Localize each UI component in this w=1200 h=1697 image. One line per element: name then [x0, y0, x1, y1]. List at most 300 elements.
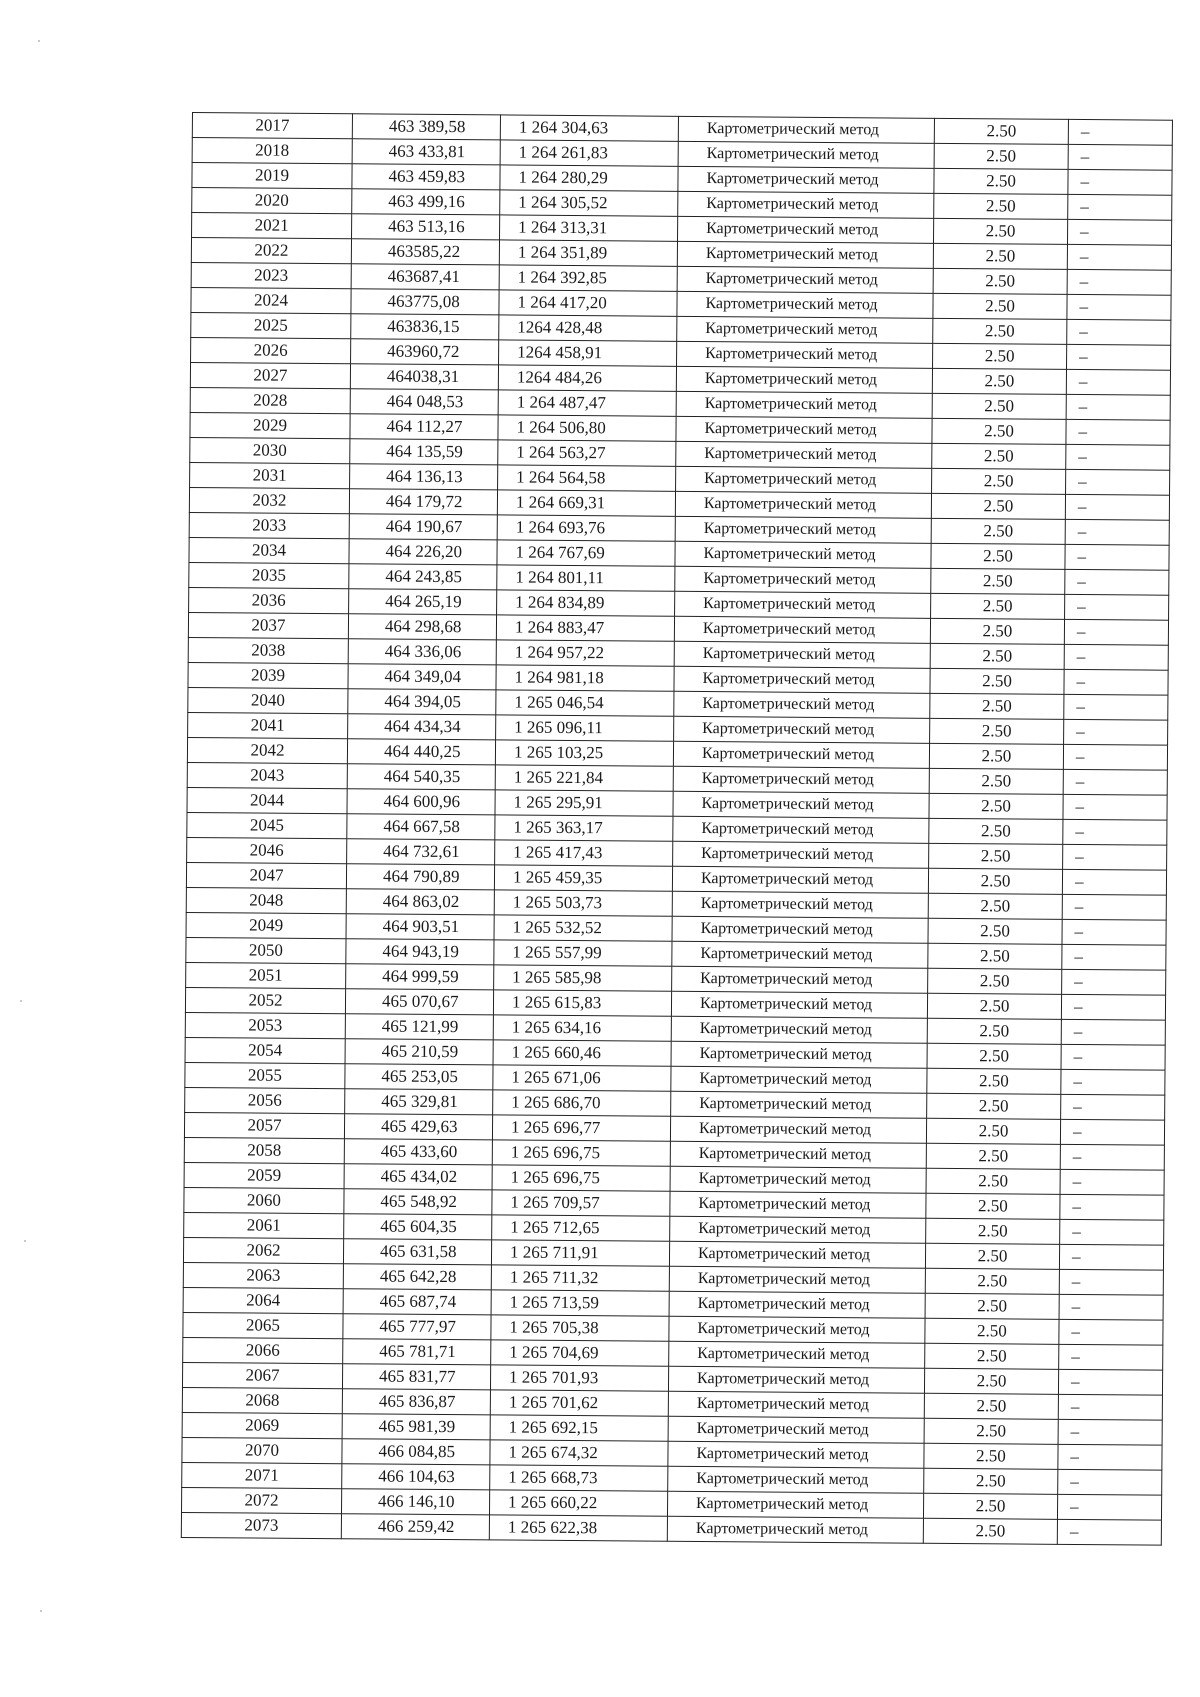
method-cell: Картометрический метод — [669, 1316, 925, 1343]
method-cell: Картометрический метод — [674, 641, 930, 668]
point-number-cell: 2063 — [183, 1262, 343, 1288]
method-cell: Картометрический метод — [677, 216, 933, 243]
y-coordinate-cell: 1 265 701,62 — [490, 1390, 668, 1416]
error-cell: 2.50 — [930, 693, 1064, 719]
error-cell: 2.50 — [924, 1393, 1058, 1419]
point-number-cell: 2052 — [185, 987, 345, 1013]
point-number-cell: 2035 — [189, 562, 349, 588]
description-cell: – — [1067, 244, 1171, 270]
description-cell: – — [1059, 1319, 1163, 1345]
x-coordinate-cell: 464 136,13 — [350, 464, 498, 490]
x-coordinate-cell: 464 790,89 — [346, 864, 494, 890]
x-coordinate-cell: 464 440,25 — [347, 739, 495, 765]
error-cell: 2.50 — [934, 118, 1068, 144]
error-cell: 2.50 — [927, 1093, 1061, 1119]
point-number-cell: 2039 — [188, 662, 348, 688]
method-cell: Картометрический метод — [675, 541, 931, 568]
point-number-cell: 2020 — [192, 188, 352, 214]
coordinates-table-body — [181, 113, 1172, 1546]
error-cell: 2.50 — [934, 168, 1068, 194]
method-cell: Картометрический метод — [672, 916, 928, 943]
point-number-cell: 2027 — [190, 362, 350, 388]
description-cell: – — [1060, 1219, 1164, 1245]
x-coordinate-cell: 463775,08 — [351, 289, 499, 315]
description-cell: – — [1064, 694, 1168, 720]
method-cell: Картометрический метод — [674, 691, 930, 718]
x-coordinate-cell: 465 604,35 — [344, 1214, 492, 1240]
method-cell: Картометрический метод — [671, 991, 927, 1018]
y-coordinate-cell: 1 265 660,46 — [493, 1040, 671, 1066]
description-cell: – — [1060, 1119, 1164, 1145]
description-cell: – — [1063, 769, 1167, 795]
description-cell: – — [1068, 119, 1172, 145]
x-coordinate-cell: 464 999,59 — [346, 964, 494, 990]
method-cell: Картометрический метод — [668, 1441, 924, 1468]
error-cell: 2.50 — [925, 1268, 1059, 1294]
point-number-cell: 2046 — [187, 837, 347, 863]
method-cell: Картометрический метод — [669, 1266, 925, 1293]
point-number-cell: 2042 — [187, 737, 347, 763]
error-cell: 2.50 — [925, 1293, 1059, 1319]
description-cell: – — [1059, 1244, 1163, 1270]
y-coordinate-cell: 1 264 304,63 — [500, 115, 678, 141]
description-cell: – — [1066, 419, 1170, 445]
y-coordinate-cell: 1 265 712,65 — [492, 1215, 670, 1241]
method-cell: Картометрический метод — [670, 1116, 926, 1143]
x-coordinate-cell: 465 631,58 — [343, 1239, 491, 1265]
error-cell: 2.50 — [931, 518, 1065, 544]
point-number-cell: 2059 — [184, 1162, 344, 1188]
point-number-cell: 2073 — [181, 1512, 341, 1538]
x-coordinate-cell: 464 732,61 — [347, 839, 495, 865]
description-cell: – — [1057, 1494, 1161, 1520]
method-cell: Картометрический метод — [676, 391, 932, 418]
point-number-cell: 2058 — [184, 1137, 344, 1163]
x-coordinate-cell: 463836,15 — [351, 314, 499, 340]
error-cell: 2.50 — [933, 318, 1067, 344]
point-number-cell: 2033 — [189, 512, 349, 538]
x-coordinate-cell: 464 190,67 — [349, 514, 497, 540]
x-coordinate-cell: 464 394,05 — [348, 689, 496, 715]
method-cell: Картометрический метод — [669, 1341, 925, 1368]
method-cell: Картометрический метод — [672, 866, 928, 893]
method-cell: Картометрический метод — [678, 141, 934, 168]
point-number-cell: 2030 — [190, 437, 350, 463]
x-coordinate-cell: 464 434,34 — [348, 714, 496, 740]
x-coordinate-cell: 465 981,39 — [342, 1414, 490, 1440]
method-cell: Картометрический метод — [671, 1066, 927, 1093]
error-cell: 2.50 — [932, 393, 1066, 419]
point-number-cell: 2024 — [191, 287, 351, 313]
error-cell: 2.50 — [929, 818, 1063, 844]
point-number-cell: 2040 — [188, 687, 348, 713]
y-coordinate-cell: 1 265 668,73 — [490, 1465, 668, 1491]
error-cell: 2.50 — [925, 1343, 1059, 1369]
error-cell: 2.50 — [934, 143, 1068, 169]
error-cell: 2.50 — [930, 643, 1064, 669]
x-coordinate-cell: 463 433,81 — [352, 139, 500, 165]
description-cell: – — [1067, 319, 1171, 345]
y-coordinate-cell: 1 265 103,25 — [495, 740, 673, 766]
x-coordinate-cell: 465 434,02 — [344, 1164, 492, 1190]
y-coordinate-cell: 1 265 622,38 — [489, 1515, 667, 1541]
x-coordinate-cell: 465 121,99 — [345, 1014, 493, 1040]
error-cell: 2.50 — [927, 1018, 1061, 1044]
description-cell: – — [1066, 469, 1170, 495]
description-cell: – — [1060, 1144, 1164, 1170]
y-coordinate-cell: 1 264 883,47 — [496, 615, 674, 641]
description-cell: – — [1066, 369, 1170, 395]
x-coordinate-cell: 465 642,28 — [343, 1264, 491, 1290]
y-coordinate-cell: 1 265 634,16 — [493, 1015, 671, 1041]
error-cell: 2.50 — [926, 1168, 1060, 1194]
y-coordinate-cell: 1264 428,48 — [499, 315, 677, 341]
error-cell: 2.50 — [932, 443, 1066, 469]
x-coordinate-cell: 464 540,35 — [347, 764, 495, 790]
description-cell: – — [1063, 794, 1167, 820]
method-cell: Картометрический метод — [673, 841, 929, 868]
x-coordinate-cell: 464 667,58 — [347, 814, 495, 840]
error-cell: 2.50 — [925, 1243, 1059, 1269]
description-cell: – — [1061, 1044, 1165, 1070]
x-coordinate-cell: 464 600,96 — [347, 789, 495, 815]
method-cell: Картометрический метод — [671, 1041, 927, 1068]
y-coordinate-cell: 1 265 503,73 — [494, 890, 672, 916]
description-cell: – — [1065, 569, 1169, 595]
method-cell: Картометрический метод — [670, 1166, 926, 1193]
y-coordinate-cell: 1 265 363,17 — [495, 815, 673, 841]
description-cell: – — [1060, 1169, 1164, 1195]
point-number-cell: 2072 — [182, 1487, 342, 1513]
point-number-cell: 2050 — [186, 937, 346, 963]
point-number-cell: 2029 — [190, 412, 350, 438]
y-coordinate-cell: 1 265 532,52 — [494, 915, 672, 941]
method-cell: Картометрический метод — [677, 341, 933, 368]
coordinates-table — [181, 112, 1173, 1546]
point-number-cell: 2047 — [186, 862, 346, 888]
x-coordinate-cell: 464 863,02 — [346, 889, 494, 915]
point-number-cell: 2060 — [184, 1187, 344, 1213]
description-cell: – — [1067, 294, 1171, 320]
error-cell: 2.50 — [924, 1468, 1058, 1494]
x-coordinate-cell: 464 265,19 — [349, 589, 497, 615]
y-coordinate-cell: 1 265 585,98 — [494, 965, 672, 991]
point-number-cell: 2019 — [192, 163, 352, 189]
point-number-cell: 2070 — [182, 1437, 342, 1463]
x-coordinate-cell: 465 429,63 — [344, 1114, 492, 1140]
error-cell: 2.50 — [928, 968, 1062, 994]
y-coordinate-cell: 1 265 686,70 — [493, 1090, 671, 1116]
x-coordinate-cell: 465 070,67 — [345, 989, 493, 1015]
error-cell: 2.50 — [932, 468, 1066, 494]
method-cell: Картометрический метод — [669, 1291, 925, 1318]
y-coordinate-cell: 1 264 392,85 — [499, 265, 677, 291]
error-cell: 2.50 — [929, 793, 1063, 819]
description-cell: – — [1058, 1394, 1162, 1420]
error-cell: 2.50 — [924, 1368, 1058, 1394]
method-cell: Картометрический метод — [675, 516, 931, 543]
x-coordinate-cell: 463 513,16 — [352, 214, 500, 240]
y-coordinate-cell: 1 264 417,20 — [499, 290, 677, 316]
method-cell: Картометрический метод — [670, 1141, 926, 1168]
error-cell: 2.50 — [924, 1418, 1058, 1444]
description-cell: – — [1062, 944, 1166, 970]
description-cell: – — [1064, 669, 1168, 695]
point-number-cell: 2038 — [188, 637, 348, 663]
x-coordinate-cell: 465 548,92 — [344, 1189, 492, 1215]
y-coordinate-cell: 1264 458,91 — [499, 340, 677, 366]
point-number-cell: 2045 — [187, 812, 347, 838]
y-coordinate-cell: 1 265 417,43 — [495, 840, 673, 866]
error-cell: 2.50 — [929, 743, 1063, 769]
method-cell: Картометрический метод — [667, 1491, 923, 1518]
description-cell: – — [1068, 169, 1172, 195]
y-coordinate-cell: 1 264 487,47 — [498, 390, 676, 416]
scan-speck — [20, 1000, 22, 1002]
x-coordinate-cell: 466 259,42 — [341, 1514, 489, 1540]
x-coordinate-cell: 463 499,16 — [352, 189, 500, 215]
error-cell: 2.50 — [926, 1218, 1060, 1244]
x-coordinate-cell: 466 146,10 — [341, 1489, 489, 1515]
point-number-cell: 2069 — [182, 1412, 342, 1438]
y-coordinate-cell: 1 265 701,93 — [490, 1365, 668, 1391]
error-cell: 2.50 — [927, 1068, 1061, 1094]
description-cell: – — [1062, 869, 1166, 895]
description-cell: – — [1059, 1294, 1163, 1320]
y-coordinate-cell: 1 265 711,91 — [491, 1240, 669, 1266]
method-cell: Картометрический метод — [668, 1466, 924, 1493]
method-cell: Картометрический метод — [676, 366, 932, 393]
y-coordinate-cell: 1 264 564,58 — [498, 465, 676, 491]
x-coordinate-cell: 463687,41 — [351, 264, 499, 290]
x-coordinate-cell: 464 903,51 — [346, 914, 494, 940]
point-number-cell: 2066 — [183, 1337, 343, 1363]
point-number-cell: 2026 — [191, 337, 351, 363]
point-number-cell: 2041 — [188, 712, 348, 738]
description-cell: – — [1065, 519, 1169, 545]
method-cell: Картометрический метод — [675, 566, 931, 593]
error-cell: 2.50 — [928, 943, 1062, 969]
method-cell: Картометрический метод — [669, 1241, 925, 1268]
description-cell: – — [1067, 219, 1171, 245]
method-cell: Картометрический метод — [677, 316, 933, 343]
description-cell: – — [1065, 594, 1169, 620]
method-cell: Картометрический метод — [673, 816, 929, 843]
x-coordinate-cell: 465 836,87 — [342, 1389, 490, 1415]
x-coordinate-cell: 463960,72 — [351, 339, 499, 365]
point-number-cell: 2064 — [183, 1287, 343, 1313]
description-cell: – — [1059, 1344, 1163, 1370]
y-coordinate-cell: 1 264 834,89 — [497, 590, 675, 616]
y-coordinate-cell: 1 265 696,75 — [492, 1165, 670, 1191]
y-coordinate-cell: 1 265 704,69 — [491, 1340, 669, 1366]
error-cell: 2.50 — [933, 293, 1067, 319]
method-cell: Картометрический метод — [673, 791, 929, 818]
point-number-cell: 2051 — [186, 962, 346, 988]
y-coordinate-cell: 1 264 981,18 — [496, 665, 674, 691]
description-cell: – — [1058, 1369, 1162, 1395]
y-coordinate-cell: 1 265 713,59 — [491, 1290, 669, 1316]
x-coordinate-cell: 465 433,60 — [344, 1139, 492, 1165]
error-cell: 2.50 — [933, 218, 1067, 244]
y-coordinate-cell: 1 265 557,99 — [494, 940, 672, 966]
description-cell: – — [1063, 844, 1167, 870]
description-cell: – — [1060, 1194, 1164, 1220]
error-cell: 2.50 — [931, 568, 1065, 594]
method-cell: Картометрический метод — [677, 291, 933, 318]
method-cell: Картометрический метод — [676, 441, 932, 468]
error-cell: 2.50 — [929, 843, 1063, 869]
y-coordinate-cell: 1 264 305,52 — [500, 190, 678, 216]
point-number-cell: 2056 — [185, 1087, 345, 1113]
method-cell: Картометрический метод — [672, 941, 928, 968]
method-cell: Картометрический метод — [668, 1366, 924, 1393]
y-coordinate-cell: 1 264 280,29 — [500, 165, 678, 191]
x-coordinate-cell: 466 104,63 — [342, 1464, 490, 1490]
method-cell: Картометрический метод — [674, 666, 930, 693]
x-coordinate-cell: 465 777,97 — [343, 1314, 491, 1340]
y-coordinate-cell: 1 264 313,31 — [500, 215, 678, 241]
error-cell: 2.50 — [933, 243, 1067, 269]
x-coordinate-cell: 464 243,85 — [349, 564, 497, 590]
description-cell: – — [1066, 444, 1170, 470]
method-cell: Картометрический метод — [672, 966, 928, 993]
method-cell: Картометрический метод — [668, 1416, 924, 1443]
error-cell: 2.50 — [934, 193, 1068, 219]
error-cell: 2.50 — [923, 1493, 1057, 1519]
error-cell: 2.50 — [928, 918, 1062, 944]
error-cell: 2.50 — [927, 993, 1061, 1019]
point-number-cell: 2034 — [189, 537, 349, 563]
method-cell: Картометрический метод — [667, 1516, 923, 1543]
description-cell: – — [1067, 269, 1171, 295]
point-number-cell: 2068 — [182, 1387, 342, 1413]
x-coordinate-cell: 464 298,68 — [348, 614, 496, 640]
point-number-cell: 2057 — [184, 1112, 344, 1138]
error-cell: 2.50 — [932, 368, 1066, 394]
point-number-cell: 2065 — [183, 1312, 343, 1338]
error-cell: 2.50 — [927, 1043, 1061, 1069]
error-cell: 2.50 — [931, 593, 1065, 619]
y-coordinate-cell: 1 265 709,57 — [492, 1190, 670, 1216]
description-cell: – — [1058, 1419, 1162, 1445]
error-cell: 2.50 — [926, 1143, 1060, 1169]
x-coordinate-cell: 465 781,71 — [343, 1339, 491, 1365]
x-coordinate-cell: 465 831,77 — [342, 1364, 490, 1390]
y-coordinate-cell: 1 264 957,22 — [496, 640, 674, 666]
method-cell: Картометрический метод — [676, 416, 932, 443]
x-coordinate-cell: 464 226,20 — [349, 539, 497, 565]
y-coordinate-cell: 1 265 705,38 — [491, 1315, 669, 1341]
description-cell: – — [1068, 144, 1172, 170]
error-cell: 2.50 — [933, 268, 1067, 294]
method-cell: Картометрический метод — [668, 1391, 924, 1418]
description-cell: – — [1059, 1269, 1163, 1295]
x-coordinate-cell: 465 687,74 — [343, 1289, 491, 1315]
description-cell: – — [1066, 394, 1170, 420]
point-number-cell: 2037 — [188, 612, 348, 638]
error-cell: 2.50 — [933, 343, 1067, 369]
method-cell: Картометрический метод — [676, 466, 932, 493]
point-number-cell: 2028 — [190, 387, 350, 413]
x-coordinate-cell: 466 084,85 — [342, 1439, 490, 1465]
x-coordinate-cell: 464 179,72 — [349, 489, 497, 515]
error-cell: 2.50 — [929, 768, 1063, 794]
error-cell: 2.50 — [930, 718, 1064, 744]
error-cell: 2.50 — [930, 618, 1064, 644]
x-coordinate-cell: 464 112,27 — [350, 414, 498, 440]
point-number-cell: 2017 — [192, 113, 352, 139]
description-cell: – — [1057, 1519, 1161, 1545]
x-coordinate-cell: 464 943,19 — [346, 939, 494, 965]
description-cell: – — [1063, 744, 1167, 770]
y-coordinate-cell: 1 265 459,35 — [494, 865, 672, 891]
method-cell: Картометрический метод — [677, 266, 933, 293]
scan-speck — [40, 1610, 42, 1612]
x-coordinate-cell: 464 349,04 — [348, 664, 496, 690]
y-coordinate-cell: 1 265 221,84 — [495, 765, 673, 791]
point-number-cell: 2031 — [190, 462, 350, 488]
description-cell: – — [1061, 994, 1165, 1020]
description-cell: – — [1064, 719, 1168, 745]
error-cell: 2.50 — [926, 1118, 1060, 1144]
method-cell: Картометрический метод — [670, 1191, 926, 1218]
description-cell: – — [1065, 494, 1169, 520]
method-cell: Картометрический метод — [678, 116, 934, 143]
y-coordinate-cell: 1 264 693,76 — [497, 515, 675, 541]
description-cell: – — [1063, 819, 1167, 845]
method-cell: Картометрический метод — [673, 766, 929, 793]
x-coordinate-cell: 465 329,81 — [345, 1089, 493, 1115]
y-coordinate-cell: 1 265 671,06 — [493, 1065, 671, 1091]
y-coordinate-cell: 1264 484,26 — [498, 365, 676, 391]
x-coordinate-cell: 464 048,53 — [350, 389, 498, 415]
point-number-cell: 2067 — [182, 1362, 342, 1388]
y-coordinate-cell: 1 265 295,91 — [495, 790, 673, 816]
point-number-cell: 2044 — [187, 787, 347, 813]
point-number-cell: 2032 — [189, 487, 349, 513]
error-cell: 2.50 — [932, 418, 1066, 444]
point-number-cell: 2022 — [191, 238, 351, 264]
point-number-cell: 2043 — [187, 762, 347, 788]
y-coordinate-cell: 1 265 096,11 — [496, 715, 674, 741]
description-cell: – — [1064, 619, 1168, 645]
point-number-cell: 2054 — [185, 1037, 345, 1063]
point-number-cell: 2036 — [189, 587, 349, 613]
error-cell: 2.50 — [924, 1443, 1058, 1469]
description-cell: – — [1062, 894, 1166, 920]
description-cell: – — [1062, 919, 1166, 945]
point-number-cell: 2061 — [184, 1212, 344, 1238]
scan-speck — [38, 40, 40, 42]
point-number-cell: 2055 — [185, 1062, 345, 1088]
method-cell: Картометрический метод — [672, 891, 928, 918]
error-cell: 2.50 — [931, 543, 1065, 569]
description-cell: – — [1061, 1019, 1165, 1045]
point-number-cell: 2053 — [185, 1012, 345, 1038]
description-cell: – — [1065, 544, 1169, 570]
y-coordinate-cell: 1 265 711,32 — [491, 1265, 669, 1291]
x-coordinate-cell: 464 135,59 — [350, 439, 498, 465]
y-coordinate-cell: 1 264 801,11 — [497, 565, 675, 591]
method-cell: Картометрический метод — [674, 716, 930, 743]
point-number-cell: 2021 — [192, 213, 352, 239]
y-coordinate-cell: 1 264 261,83 — [500, 140, 678, 166]
x-coordinate-cell: 464 336,06 — [348, 639, 496, 665]
point-number-cell: 2071 — [182, 1462, 342, 1488]
point-number-cell: 2062 — [183, 1237, 343, 1263]
description-cell: – — [1058, 1469, 1162, 1495]
